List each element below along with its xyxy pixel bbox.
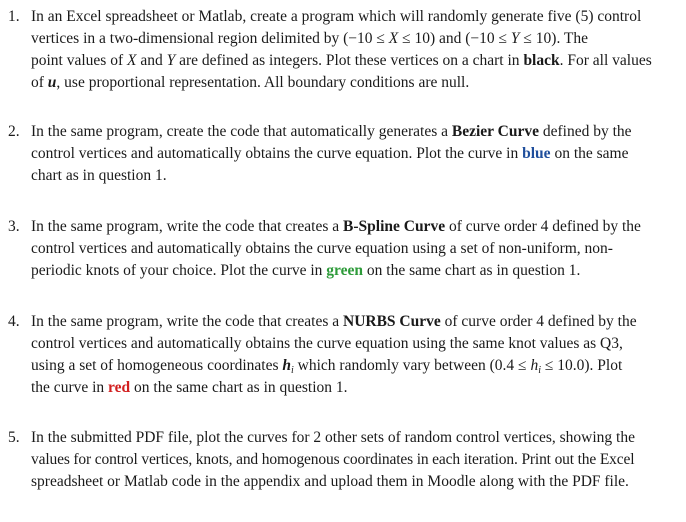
text-line: spreadsheet or Matlab code in the appendix and upload them in Moodle along with the PDF file. — [31, 473, 629, 490]
emphasis-green: green — [326, 262, 364, 279]
question-text — [31, 311, 676, 399]
variable-u: u — [47, 74, 57, 91]
text-line: point values of X and Y are defined as integers. Plot these vertices on a chart in black. For all values — [31, 52, 652, 69]
emphasis-black: black — [523, 52, 560, 69]
emphasis-bspline: B-Spline Curve — [343, 218, 446, 235]
text-line: of u, use proportional representation. All boundary conditions are null. — [31, 74, 470, 91]
question-number: 3. — [8, 218, 20, 235]
text-line: using a set of homogeneous coordinates $h_i$ which randomly vary between $(0.4 \le h_i \le 10.0)$. Plot — [31, 357, 623, 376]
variable-h: h — [282, 357, 292, 374]
text-line: In the same program, write the code that creates a NURBS Curve of curve order 4 defined by the — [31, 313, 637, 330]
text-line: the curve in red on the same chart as in question 1. — [31, 379, 348, 396]
emphasis-bezier: Bezier Curve — [451, 123, 539, 140]
text-line: periodic knots of your choice. Plot the curve in green on the same chart as in question 1. — [31, 262, 581, 279]
text-line: chart as in question 1. — [31, 167, 167, 184]
variable-y: Y — [166, 52, 176, 69]
emphasis-blue: blue — [522, 145, 551, 162]
text-line: In an Excel spreadsheet or Matlab, create a program which will randomly generate five (5) control — [31, 8, 642, 25]
variable-h: h — [530, 357, 539, 374]
question-text — [31, 427, 676, 493]
text-line: In the same program, create the code that automatically generates a Bezier Curve defined by the — [31, 123, 632, 140]
question-text — [31, 121, 676, 187]
question-number: 2. — [8, 123, 20, 140]
text-line: control vertices and automatically obtains the curve equation using the same knot values as Q3, — [31, 335, 623, 352]
text-line: control vertices and automatically obtains the curve equation. Plot the curve in blue on the same — [31, 145, 629, 162]
text-line: vertices in a two-dimensional region delimited by (−10 ≤ X ≤ 10) and (−10 ≤ Y ≤ 10). The — [31, 30, 589, 47]
emphasis-red: red — [108, 379, 131, 396]
subscript-i: i — [538, 365, 541, 376]
text-line: values for control vertices, knots, and homogenous coordinates in each iteration. Print out the Excel — [31, 451, 635, 468]
emphasis-nurbs: NURBS Curve — [343, 313, 441, 330]
variable-y: Y — [510, 30, 520, 47]
subscript-i: i — [291, 365, 294, 376]
question-number: 4. — [8, 313, 20, 330]
question-number: 5. — [8, 429, 20, 446]
text-line: In the same program, write the code that creates a B-Spline Curve of curve order 4 defined by the — [31, 218, 641, 235]
question-number: 1. — [8, 8, 20, 25]
text-line: In the submitted PDF file, plot the curves for 2 other sets of random control vertices, showing the — [31, 429, 635, 446]
question-text — [31, 216, 676, 282]
text-line: control vertices and automatically obtains the curve equation using a set of non-uniform, non- — [31, 240, 613, 257]
variable-x: X — [388, 30, 399, 47]
question-text — [31, 6, 676, 94]
variable-x: X — [127, 52, 137, 69]
